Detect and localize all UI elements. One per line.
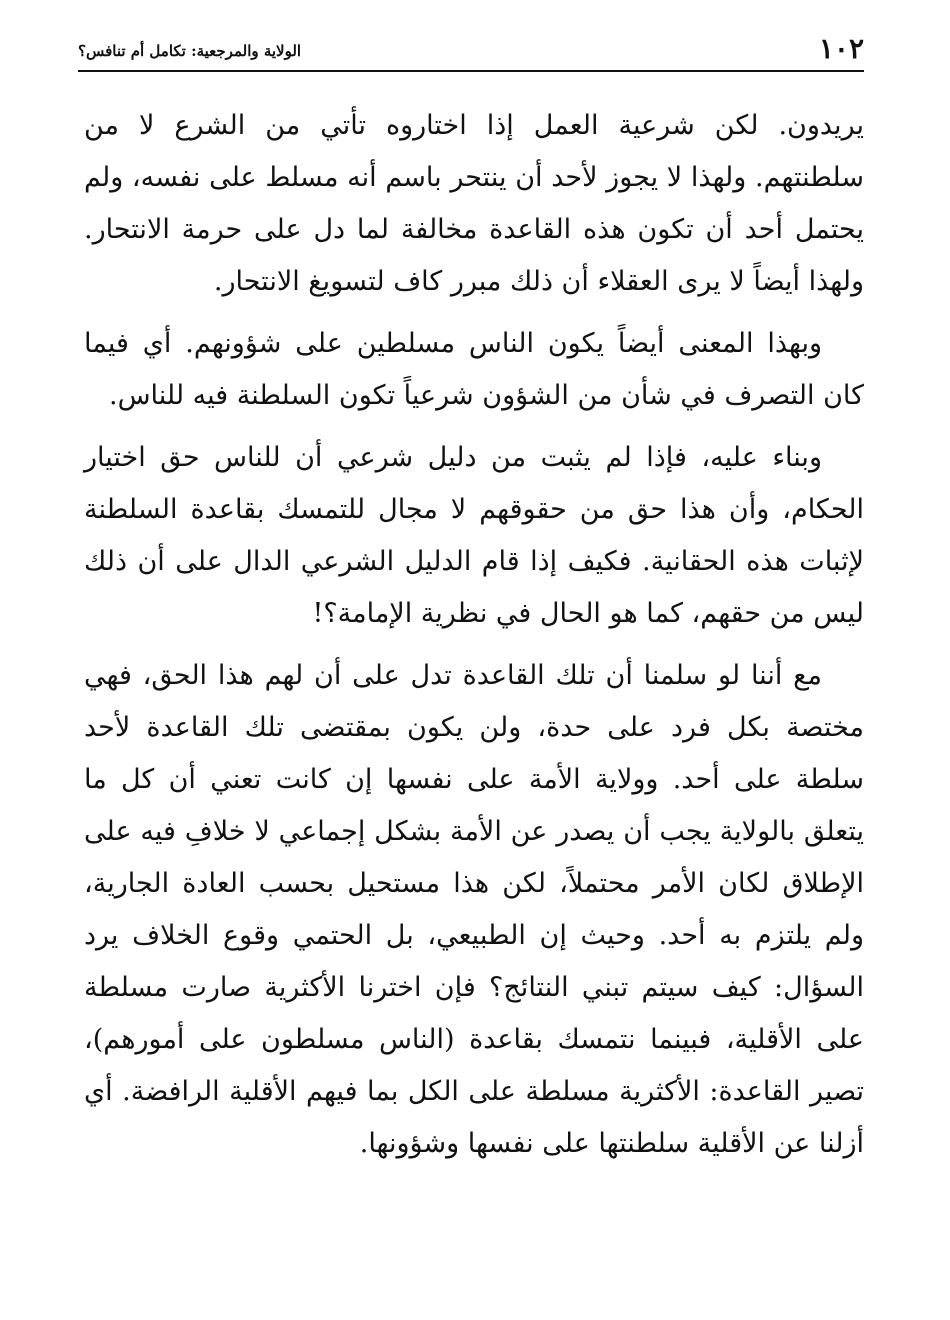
running-header-title: الولاية والمرجعية: تكامل أم تنافس؟ <box>78 42 302 60</box>
page-number: ١٠٢ <box>818 32 864 65</box>
running-header <box>78 34 864 72</box>
paragraph-3: وبناء عليه، فإذا لم يثبت من دليل شرعي أن للناس حق اختيار الحكام، وأن هذا حق من حقوقهم لا مجال للتمسك بقاعدة السلطنة لإثبات هذه الحقانية. فكيف إذا قام الدليل الشرعي الدال على أن ذلك ليس من حقهم، كما هو الحال في نظرية الإمامة؟! <box>84 442 864 629</box>
paragraph-1: يريدون. لكن شرعية العمل إذا اختاروه تأتي من الشرع لا من سلطنتهم. ولهذا لا يجوز لأحد أن ينتحر باسم أنه مسلط على نفسه، ولم يحتمل أحد أن تكون هذه القاعدة مخالفة لما دل على حرمة الانتحار. ولهذا أيضاً لا يرى العقلاء أن ذلك مبرر كاف لتسويغ الانتحار. <box>84 110 864 297</box>
paragraph-2: وبهذا المعنى أيضاً يكون الناس مسلطين على شؤونهم. أي فيما كان التصرف في شأن من الشؤون شرعياً تكون السلطنة فيه للناس. <box>84 328 864 411</box>
paragraph-4: مع أننا لو سلمنا أن تلك القاعدة تدل على أن لهم هذا الحق، فهي مختصة بكل فرد على حدة، ولن يكون بمقتضى تلك القاعدة لأحد سلطة على أحد. وولاية الأمة على نفسها إن كانت تعني أن كل ما يتعلق بالولاية يجب أن يصدر عن الأمة بشكل إجماعي لا خلافِ فيه على الإطلاق لكان الأمر محتملاً، لكن هذا مستحيل بحسب العادة الجارية، ولم يلتزم به أحد. وحيث إن الطبيعي، بل الحتمي وقوع الخلاف يرد السؤال: كيف سيتم تبني النتائج؟ فإن اخترنا الأكثرية صارت مسلطة على الأقلية، فبينما نتمسك بقاعدة (الناس مسلطون على أمورهم)، تصير القاعدة: الأكثرية مسلطة على الكل بما فيهم الأقلية الرافضة. أي أزلنا عن الأقلية سلطنتها على نفسها وشؤونها. <box>84 660 864 1159</box>
body-text <box>84 100 864 1170</box>
